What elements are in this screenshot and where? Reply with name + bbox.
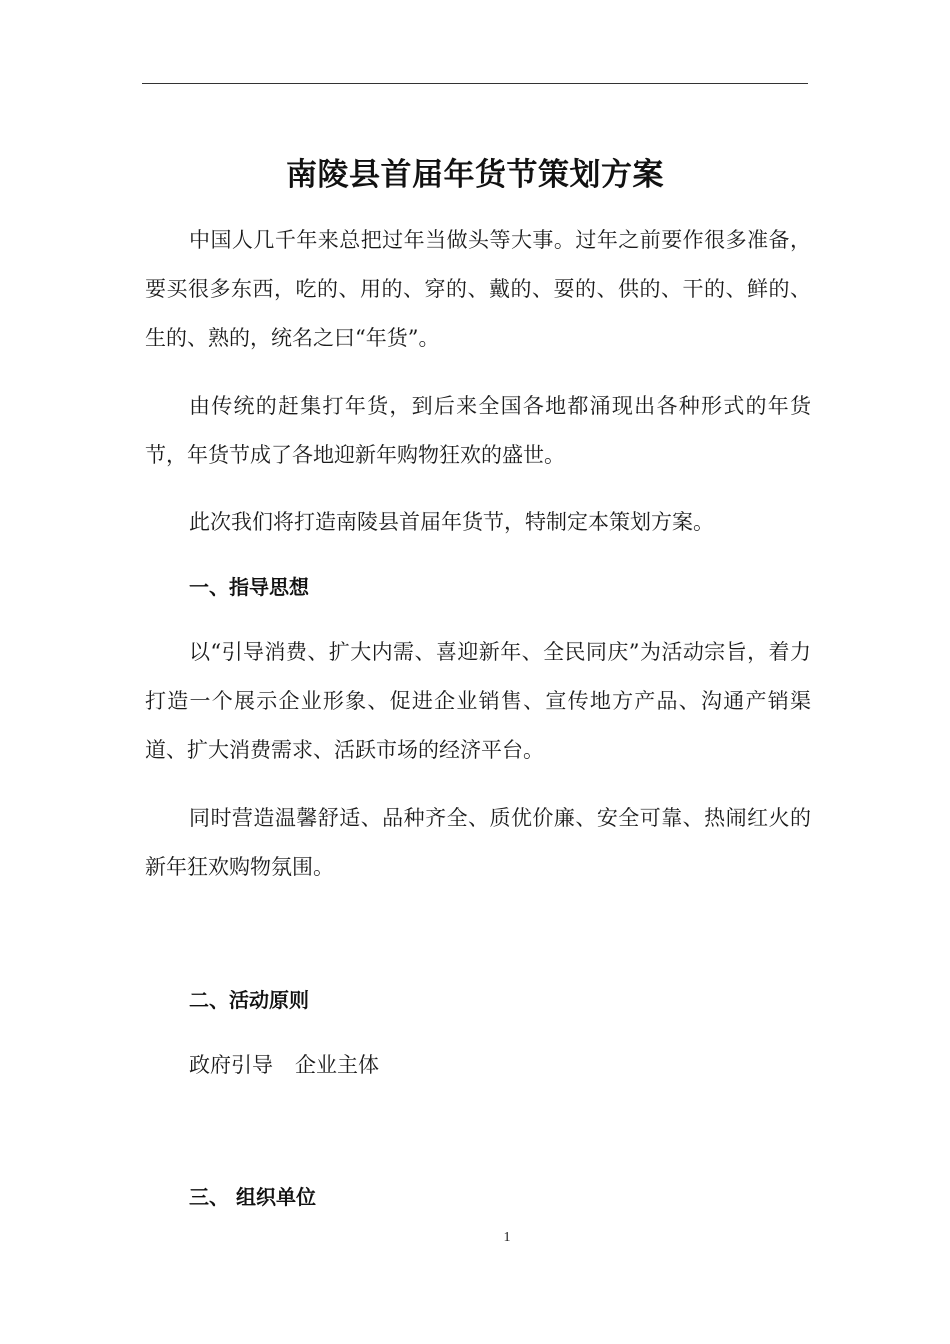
- section-heading-organizers: 三、 组织单位: [189, 1185, 316, 1209]
- principle-item-government: 政府引导: [189, 1053, 273, 1077]
- intro-paragraph-1: 中国人几千年来总把过年当做头等大事。过年之前要作很多准备，要买很多东西，吃的、用的、穿的、戴的、耍的、供的、干的、鲜的、生的、熟的，统名之曰“年货”。: [145, 228, 811, 350]
- section-heading-activity-principles: 二、活动原则: [189, 988, 309, 1012]
- intro-paragraph-2: 由传统的赶集打年货，到后来全国各地都涌现出各种形式的年货节，年货节成了各地迎新年购物狂欢的盛世。: [145, 394, 811, 467]
- guiding-ideology-paragraph-1: 以“引导消费、扩大内需、喜迎新年、全民同庆”为活动宗旨，着力打造一个展示企业形象、促进企业销售、宣传地方产品、沟通产销渠道、扩大消费需求、活跃市场的经济平台。: [145, 640, 811, 762]
- section-heading-guiding-ideology: 一、指导思想: [189, 575, 309, 599]
- activity-principles-line: [189, 1045, 789, 1085]
- guiding-ideology-paragraph-2: 同时营造温馨舒适、品种齐全、质优价廉、安全可靠、热闹红火的新年狂欢购物氛围。: [145, 806, 811, 879]
- principle-item-enterprise: 企业主体: [295, 1053, 379, 1077]
- page-number: 1: [503, 1230, 511, 1245]
- document-title: 南陵县首届年货节策划方案: [286, 157, 664, 193]
- intro-paragraph-3: 此次我们将打造南陵县首届年货节，特制定本策划方案。: [189, 510, 714, 534]
- header-rule: [142, 83, 808, 84]
